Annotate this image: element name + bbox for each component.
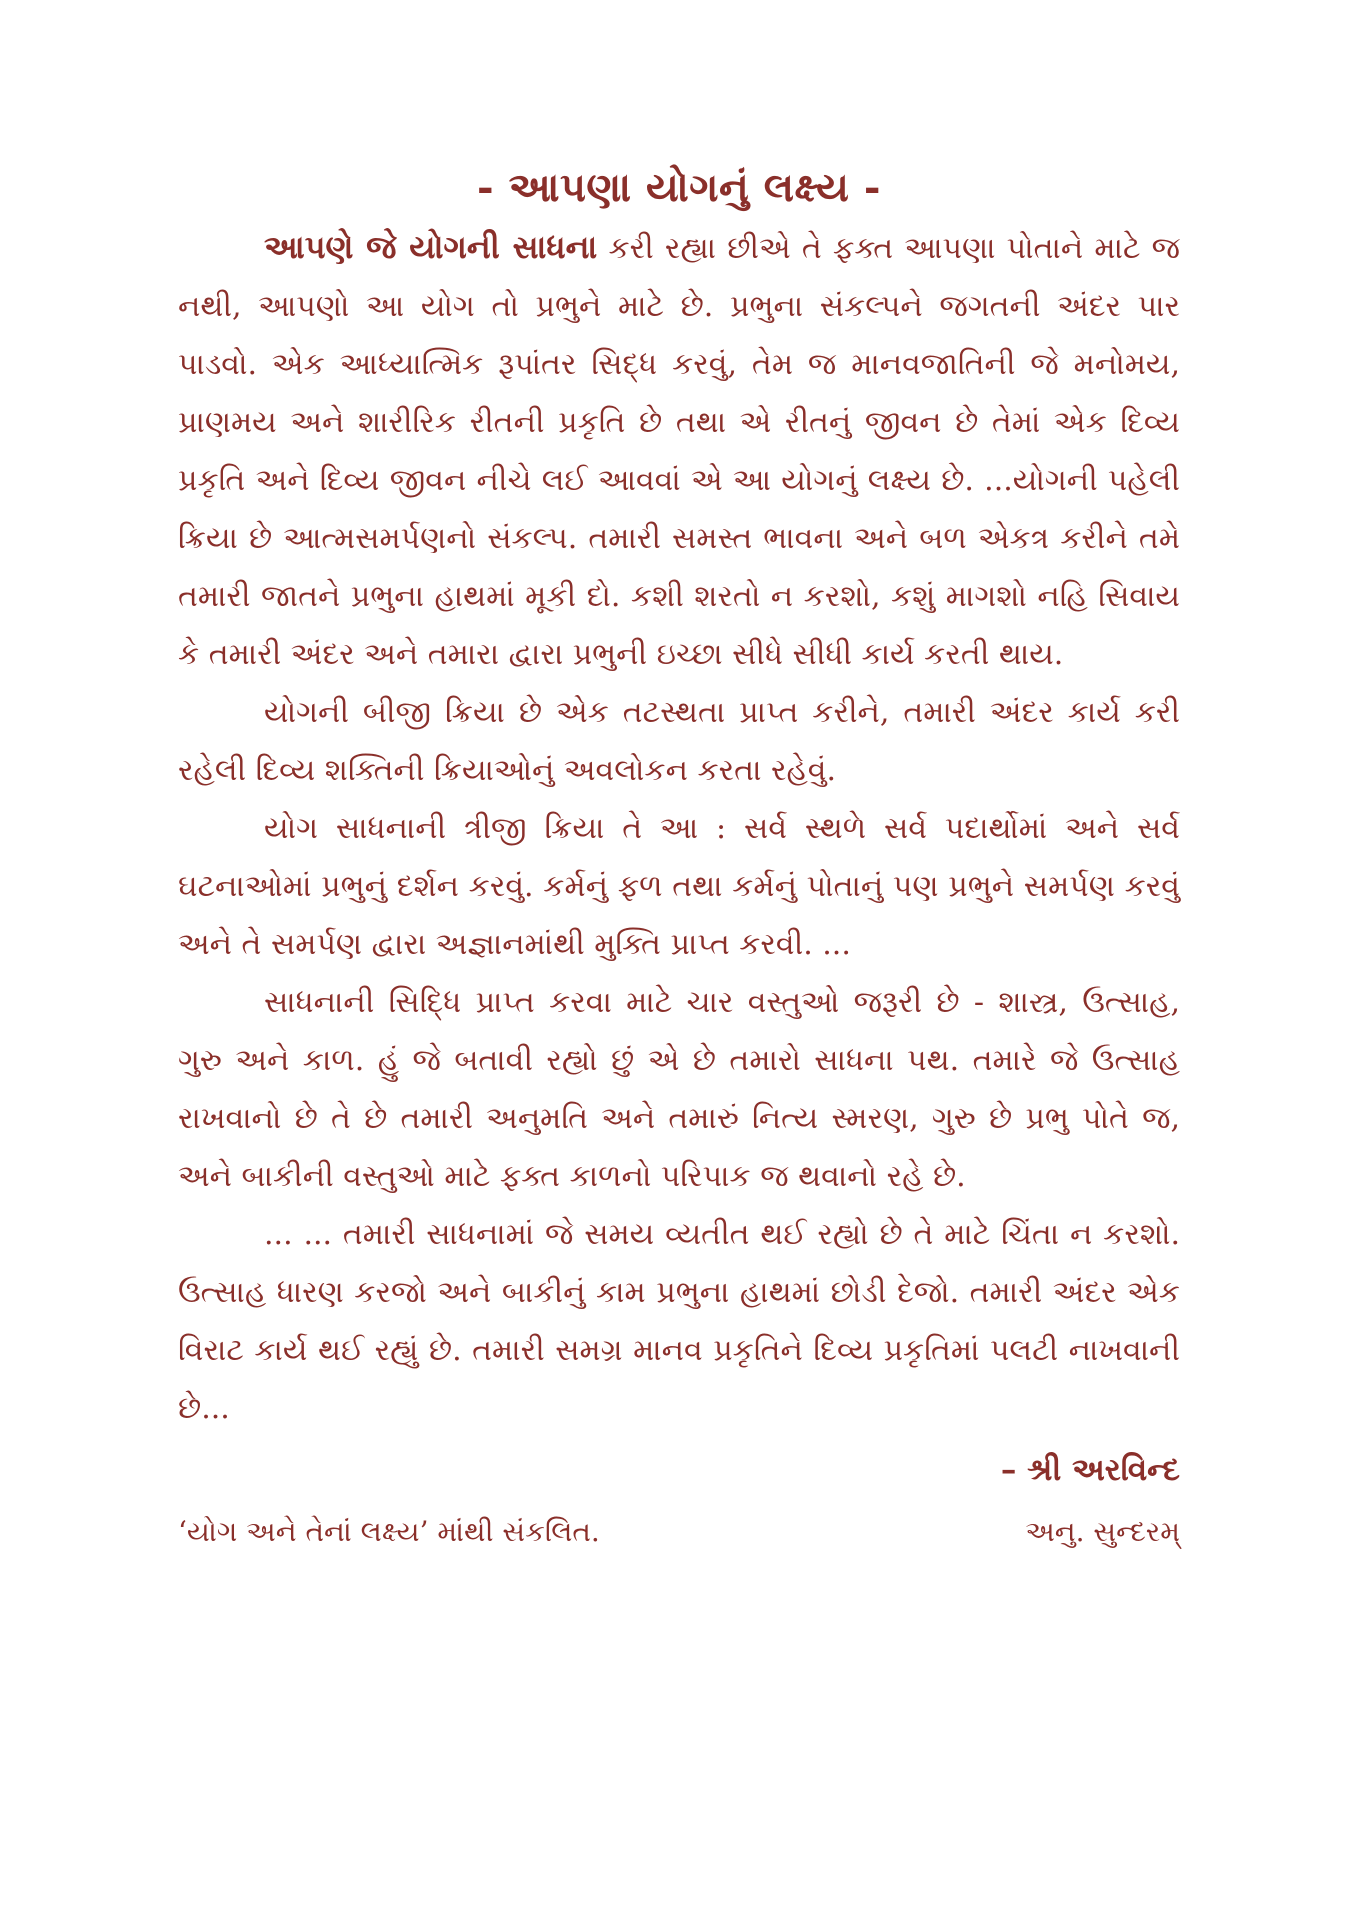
article (178, 160, 1180, 1560)
footer (178, 1504, 1180, 1560)
source-note: ‘યોગ અને તેનાં લક્ષ્ય’ માંથી સંકલિત. (178, 1515, 600, 1548)
translator-credit: અનુ. સુન્દરમ્ (1025, 1515, 1180, 1548)
paragraph-2: યોગની બીજી ક્રિયા છે એક તટસ્થતા પ્રાપ્ત કરીને, તમારી અંદર કાર્ય કરી રહેલી દિવ્ય શક્તિની ક્રિયાઓનું અવલોકન કરતા રહેવું. (178, 695, 1180, 788)
page-title: - આપણા યોગનું લક્ષ્ય - (477, 164, 881, 211)
paragraph-1-text: કરી રહ્યા છીએ તે ફક્ત આપણા પોતાને માટે જ નથી, આપણો આ યોગ તો પ્રભુને માટે છે. પ્રભુના સંકલ્પને જગતની અંદર પાર પાડવો. એક આધ્યાત્મિક રૂપાંતર સિદ્ધ કરવું, તેમ જ માનવજાતિની જે મનોમય, પ્રાણમય અને શારીરિક રીતની પ્રકૃતિ છે તથા એ રીતનું જીવન છે તેમાં એક દિવ્ય પ્રકૃતિ અને દિવ્ય જીવન નીચે લઈ આવવાં એ આ યોગનું લક્ષ્ય છે. ...યોગની પહેલી ક્રિયા છે આત્મસમર્પણનો સંકલ્પ. તમારી સમસ્ત ભાવના અને બળ એકત્ર કરીને તમે તમારી જાતને પ્રભુના હાથમાં મૂકી દો. કશી શરતો ન કરશો, કશું માગશો નહિ સિવાય કે તમારી અંદર અને તમારા દ્વારા પ્રભુની ઇચ્છા સીધે સીધી કાર્ય કરતી થાય. (178, 231, 1180, 672)
paragraph-1 (178, 218, 1180, 684)
paragraph-lead: આપણે જે યોગની સાધના (264, 228, 598, 266)
author-signature: – શ્રી અરવિન્દ (1000, 1452, 1180, 1488)
paragraph-3: યોગ સાધનાની ત્રીજી ક્રિયા તે આ : સર્વ સ્થળે સર્વ પદાર્થોમાં અને સર્વ ઘટનાઓમાં પ્રભુનું દર્શન કરવું. કર્મનું ફળ તથા કર્મનું પોતાનું પણ પ્રભુને સમર્પણ કરવું અને તે સમર્પણ દ્વારા અજ્ઞાનમાંથી મુક્તિ પ્રાપ્ત કરવી. ... (178, 811, 1180, 962)
paragraph-5: ... ... તમારી સાધનામાં જે સમય વ્યતીત થઈ રહ્યો છે તે માટે ચિંતા ન કરશો. ઉત્સાહ ધારણ કરજો અને બાકીનું કામ પ્રભુના હાથમાં છોડી દેજો. તમારી અંદર એક વિરાટ કાર્ય થઈ રહ્યું છે. તમારી સમગ્ર માનવ પ્રકૃતિને દિવ્ય પ્રકૃતિમાં પલટી નાખવાની છે... (178, 1217, 1180, 1426)
paragraph-4: સાધનાની સિદ્ધિ પ્રાપ્ત કરવા માટે ચાર વસ્તુઓ જરૂરી છે - શાસ્ત્ર, ઉત્સાહ, ગુરુ અને કાળ. હું જે બતાવી રહ્યો છું એ છે તમારો સાધના પથ. તમારે જે ઉત્સાહ રાખવાનો છે તે છે તમારી અનુમતિ અને તમારું નિત્ય સ્મરણ, ગુરુ છે પ્રભુ પોતે જ, અને બાકીની વસ્તુઓ માટે ફક્ત કાળનો પરિપાક જ થવાનો રહે છે. (178, 985, 1180, 1194)
